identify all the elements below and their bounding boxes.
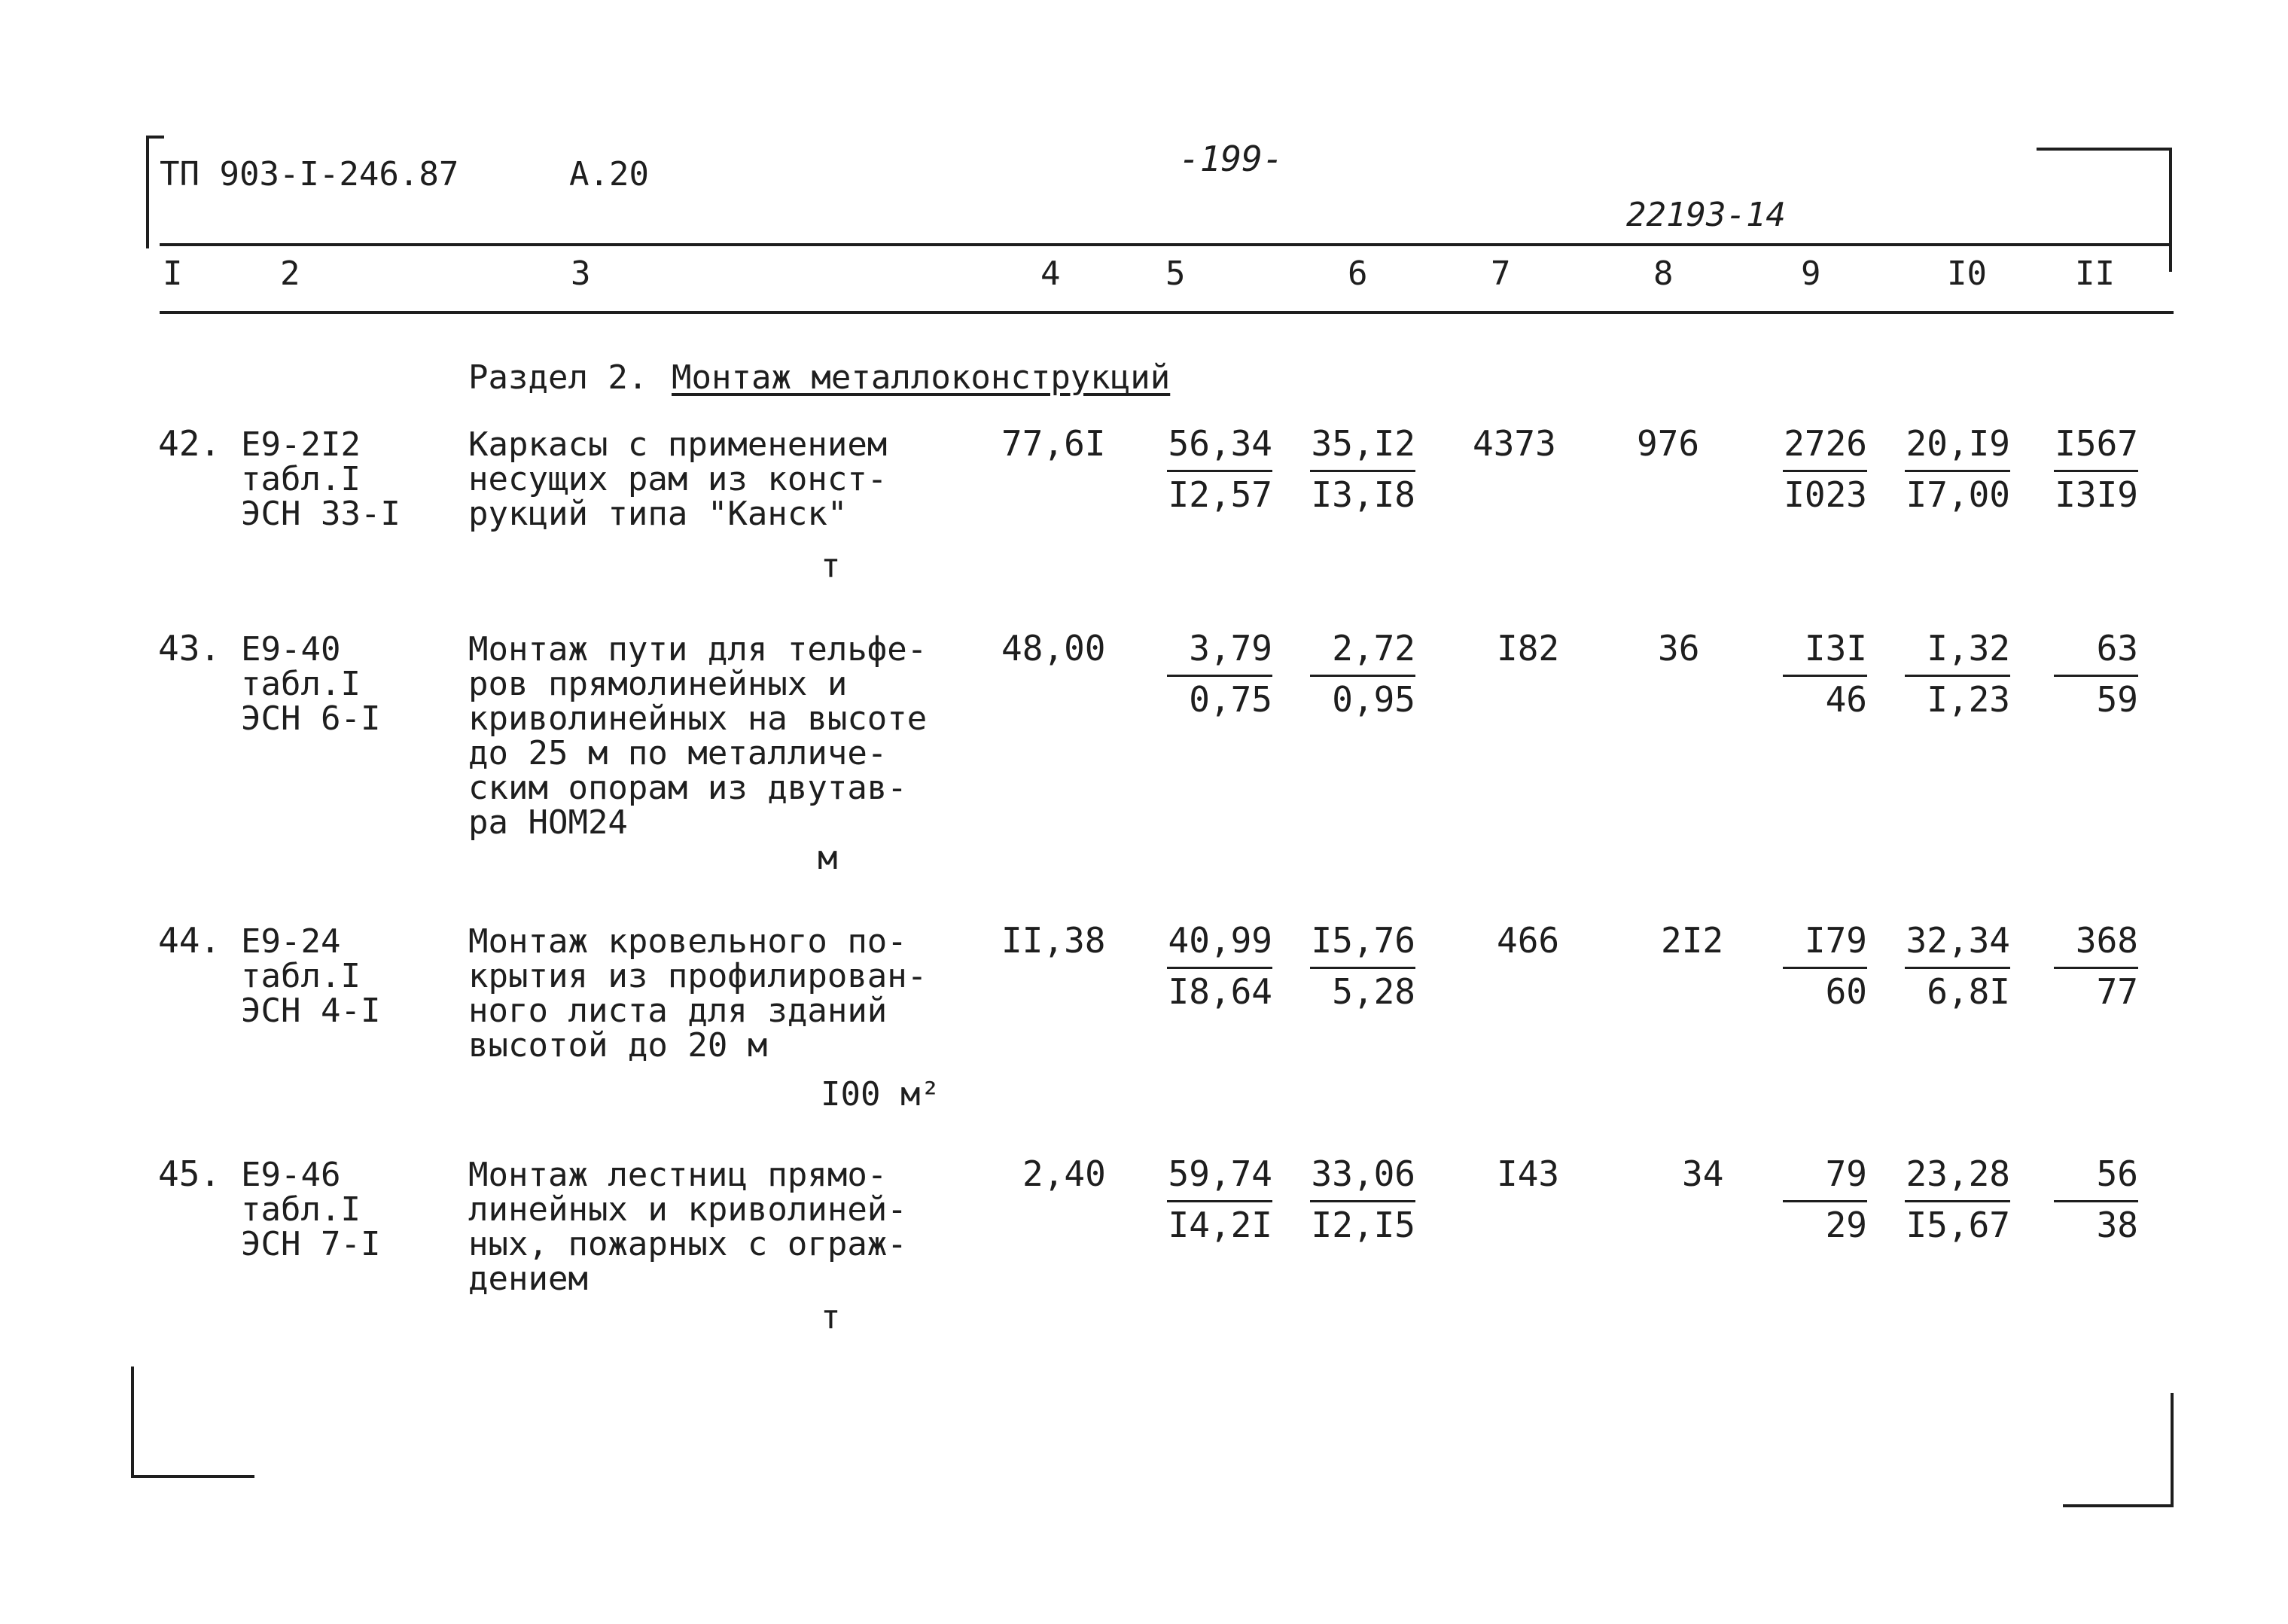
col8-value: 36 bbox=[1658, 628, 1700, 669]
column-number-9: 9 bbox=[1801, 254, 1821, 293]
description-line: Каркасы с применением bbox=[468, 425, 888, 464]
col8-value: 2I2 bbox=[1661, 920, 1724, 961]
norm-code bbox=[241, 1158, 380, 1262]
denominator: 60 bbox=[1825, 971, 1867, 1012]
description-line: ра НОМ24 bbox=[468, 803, 628, 842]
work-description bbox=[468, 1158, 907, 1296]
numerator: I567 bbox=[2055, 423, 2138, 464]
numerator: 63 bbox=[2096, 628, 2138, 669]
numerator: I79 bbox=[1804, 920, 1867, 961]
description-line: Монтаж кровельного по- bbox=[468, 922, 907, 961]
frame-bottom-right-vertical bbox=[2171, 1393, 2174, 1507]
denominator: 0,95 bbox=[1332, 679, 1415, 720]
denominator: 38 bbox=[2096, 1205, 2138, 1245]
description-line: Монтаж пути для тельфе- bbox=[468, 630, 928, 669]
norm-code-line: Е9-2I2 bbox=[241, 425, 361, 464]
description-line: ров прямолинейных и bbox=[468, 665, 848, 703]
document-code: ТП 903-I-246.87 bbox=[160, 155, 459, 193]
column-number-2: 2 bbox=[280, 254, 300, 293]
norm-code-line: ЭСН 7-I bbox=[241, 1225, 381, 1263]
column-number-1: I bbox=[163, 254, 183, 293]
description-line: ного листа для зданий bbox=[468, 992, 888, 1030]
description-line: ским опорам из двутав- bbox=[468, 769, 907, 807]
column-number-4: 4 bbox=[1040, 254, 1061, 293]
col7-value: I82 bbox=[1497, 628, 1560, 669]
col7-value: 4373 bbox=[1473, 423, 1556, 464]
denominator: I4,2I bbox=[1168, 1205, 1272, 1245]
frame-top-right-vertical bbox=[2169, 148, 2172, 272]
norm-code-line: табл.I bbox=[241, 1190, 361, 1229]
row-number: 45. bbox=[158, 1153, 221, 1194]
denominator: I5,67 bbox=[1906, 1205, 2010, 1245]
work-description bbox=[468, 922, 928, 1065]
denominator: I3I9 bbox=[2055, 474, 2138, 515]
column-number-8: 8 bbox=[1653, 254, 1674, 293]
description-line: Монтаж лестниц прямо- bbox=[468, 1156, 888, 1194]
description-line: криволинейных на высоте bbox=[468, 699, 928, 738]
numerator: 40,99 bbox=[1168, 920, 1272, 961]
numerator: 79 bbox=[1825, 1153, 1867, 1194]
denominator: 0,75 bbox=[1189, 679, 1272, 720]
norm-code-line: ЭСН 6-I bbox=[241, 699, 381, 738]
norm-code bbox=[241, 425, 401, 533]
description-line: ных, пожарных с ограж- bbox=[468, 1225, 907, 1263]
header-rule-top bbox=[160, 243, 2171, 246]
denominator: I3,I8 bbox=[1311, 474, 1415, 515]
unit-of-measure: т bbox=[821, 547, 841, 585]
numerator: 56 bbox=[2096, 1153, 2138, 1194]
numerator: I,32 bbox=[1927, 628, 2010, 669]
denominator: 59 bbox=[2096, 679, 2138, 720]
numerator: 35,I2 bbox=[1311, 423, 1415, 464]
column-number-11: II bbox=[2075, 254, 2115, 293]
unit-of-measure: т bbox=[821, 1298, 841, 1336]
denominator: I7,00 bbox=[1906, 474, 2010, 515]
frame-top-left-vertical bbox=[146, 136, 149, 248]
column-number-10: I0 bbox=[1947, 254, 1987, 293]
numerator: I5,76 bbox=[1311, 920, 1415, 961]
description-line: крытия из профилирован- bbox=[468, 957, 928, 995]
description-line: дением bbox=[468, 1260, 588, 1298]
col8-value: 976 bbox=[1637, 423, 1700, 464]
numerator: 20,I9 bbox=[1906, 423, 2010, 464]
description-line: рукций типа "Канск" bbox=[468, 495, 848, 533]
norm-code-line: Е9-40 bbox=[241, 630, 341, 669]
row-number: 42. bbox=[158, 423, 221, 464]
norm-code-line: ЭСН 33-I bbox=[241, 495, 401, 533]
denominator: 6,8I bbox=[1927, 971, 2010, 1012]
denominator: I,23 bbox=[1927, 679, 2010, 720]
numerator: 32,34 bbox=[1906, 920, 2010, 961]
numerator: 59,74 bbox=[1168, 1153, 1272, 1194]
denominator: I2,I5 bbox=[1311, 1205, 1415, 1245]
numerator: 2726 bbox=[1784, 423, 1867, 464]
numerator: 33,06 bbox=[1311, 1153, 1415, 1194]
norm-code bbox=[241, 632, 380, 736]
album-number: А.20 bbox=[569, 155, 649, 193]
quantity: II,38 bbox=[1001, 920, 1106, 961]
denominator: I2,57 bbox=[1168, 474, 1272, 515]
frame-bottom-left-horizontal bbox=[131, 1475, 254, 1478]
norm-code-line: Е9-24 bbox=[241, 922, 341, 961]
work-description bbox=[468, 425, 888, 533]
norm-code-line: Е9-46 bbox=[241, 1156, 341, 1194]
numerator: 368 bbox=[2075, 920, 2138, 961]
work-description bbox=[468, 632, 927, 840]
description-line: несущих рам из конст- bbox=[468, 460, 888, 498]
row-number: 43. bbox=[158, 628, 221, 669]
denominator: 29 bbox=[1825, 1205, 1867, 1245]
norm-code-line: ЭСН 4-I bbox=[241, 992, 381, 1030]
col7-value: 466 bbox=[1497, 920, 1560, 961]
frame-bottom-left-vertical bbox=[131, 1367, 134, 1478]
numerator: 23,28 bbox=[1906, 1153, 2010, 1194]
column-number-5: 5 bbox=[1165, 254, 1186, 293]
section-title: Монтаж металлоконструкций bbox=[672, 358, 1171, 397]
denominator: I023 bbox=[1784, 474, 1867, 515]
denominator: I8,64 bbox=[1168, 971, 1272, 1012]
frame-top-left-horizontal bbox=[146, 136, 164, 139]
description-line: до 25 м по металличе- bbox=[468, 734, 888, 772]
col8-value: 34 bbox=[1682, 1153, 1724, 1194]
numerator: 2,72 bbox=[1332, 628, 1415, 669]
header-rule-bottom bbox=[160, 311, 2174, 314]
numerator: I3I bbox=[1804, 628, 1867, 669]
numerator: 3,79 bbox=[1189, 628, 1272, 669]
numerator: 56,34 bbox=[1168, 423, 1272, 464]
page-number: -199- bbox=[1179, 139, 1284, 179]
column-number-3: 3 bbox=[571, 254, 591, 293]
norm-code bbox=[241, 922, 381, 1030]
norm-code-line: табл.I bbox=[241, 957, 361, 995]
description-line: линейных и криволиней- bbox=[468, 1190, 907, 1229]
norm-code-line: табл.I bbox=[241, 665, 361, 703]
row-number: 44. bbox=[158, 920, 221, 961]
unit-of-measure: м bbox=[818, 839, 838, 877]
column-number-7: 7 bbox=[1491, 254, 1511, 293]
section-prefix: Раздел 2. bbox=[468, 358, 648, 397]
unit-of-measure: I00 м² bbox=[821, 1075, 940, 1114]
quantity: 2,40 bbox=[1022, 1153, 1106, 1194]
norm-code-line: табл.I bbox=[241, 460, 361, 498]
column-number-6: 6 bbox=[1348, 254, 1368, 293]
denominator: 77 bbox=[2096, 971, 2138, 1012]
description-line: высотой до 20 м bbox=[468, 1026, 768, 1065]
quantity: 77,6I bbox=[1001, 423, 1106, 464]
col7-value: I43 bbox=[1497, 1153, 1560, 1194]
quantity: 48,00 bbox=[1001, 628, 1106, 669]
denominator: 5,28 bbox=[1332, 971, 1415, 1012]
archive-number: 22193-14 bbox=[1626, 196, 1786, 234]
frame-bottom-right-horizontal bbox=[2063, 1504, 2174, 1507]
frame-top-right-horizontal bbox=[2037, 148, 2172, 151]
denominator: 46 bbox=[1825, 679, 1867, 720]
